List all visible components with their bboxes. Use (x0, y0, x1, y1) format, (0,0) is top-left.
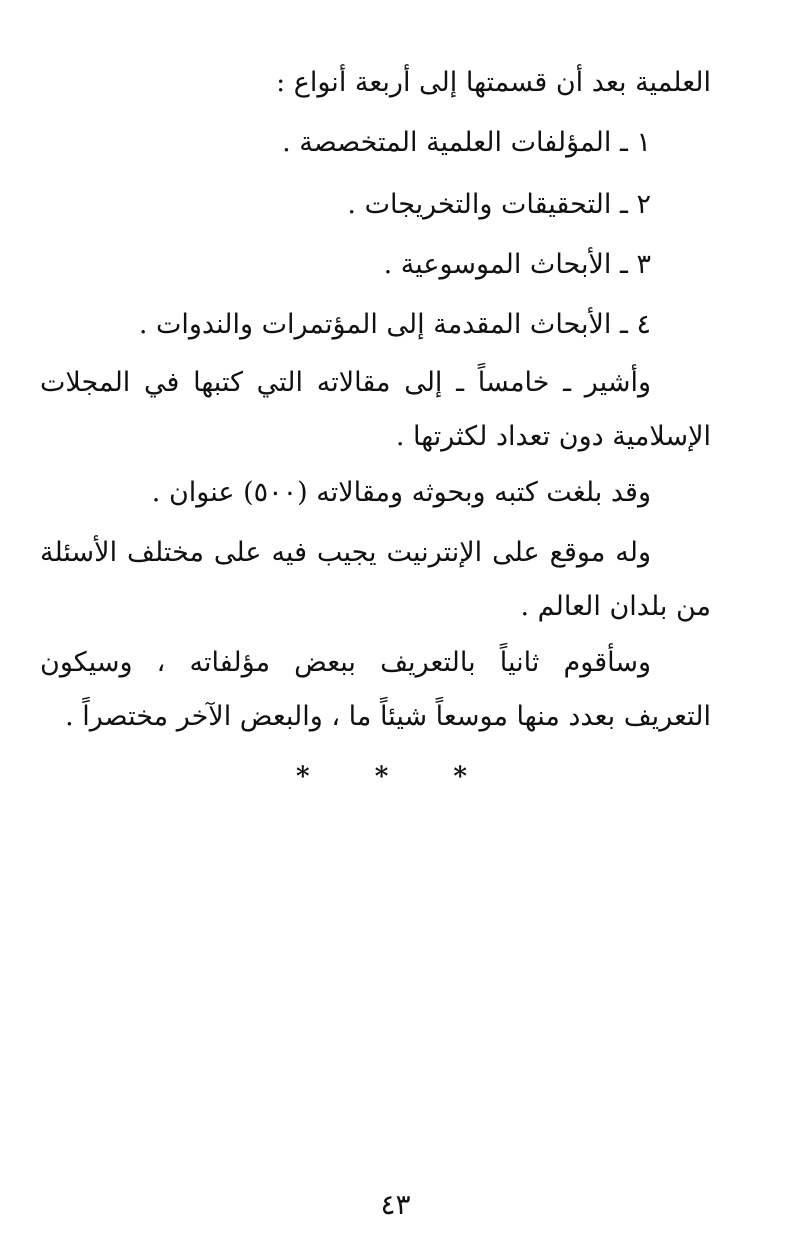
section-separator: * * * (296, 762, 495, 792)
website-paragraph: وله موقع على الإنترنيت يجيب فيه على مختلف الأسئلة من بلدان العالم . (40, 537, 711, 622)
count-paragraph: وقد بلغت كتبه وبحوثه ومقالاته (٥٠٠) عنوان . (151, 477, 651, 508)
list-item-3: ٣ ـ الأبحاث الموسوعية . (383, 249, 651, 280)
list-item-2: ٢ ـ التحقيقات والتخريجات . (347, 189, 651, 220)
articles-paragraph: وأشير ـ خامساً ـ إلى مقالاته التي كتبها في المجلات الإسلامية دون تعداد لكثرتها . (40, 367, 711, 452)
intro-line: العلمية بعد أن قسمتها إلى أربعة أنواع : (276, 67, 711, 98)
introduction-paragraph: وسأقوم ثانياً بالتعريف ببعض مؤلفاته ، وسيكون التعريف بعدد منها موسعاً شيئاً ما ، والبعض الآخر مختصراً . (40, 647, 711, 732)
list-item-1: ١ ـ المؤلفات العلمية المتخصصة . (282, 127, 651, 158)
list-item-4: ٤ ـ الأبحاث المقدمة إلى المؤتمرات والندوات . (138, 309, 651, 340)
page-number: ٤٣ (380, 1188, 411, 1221)
